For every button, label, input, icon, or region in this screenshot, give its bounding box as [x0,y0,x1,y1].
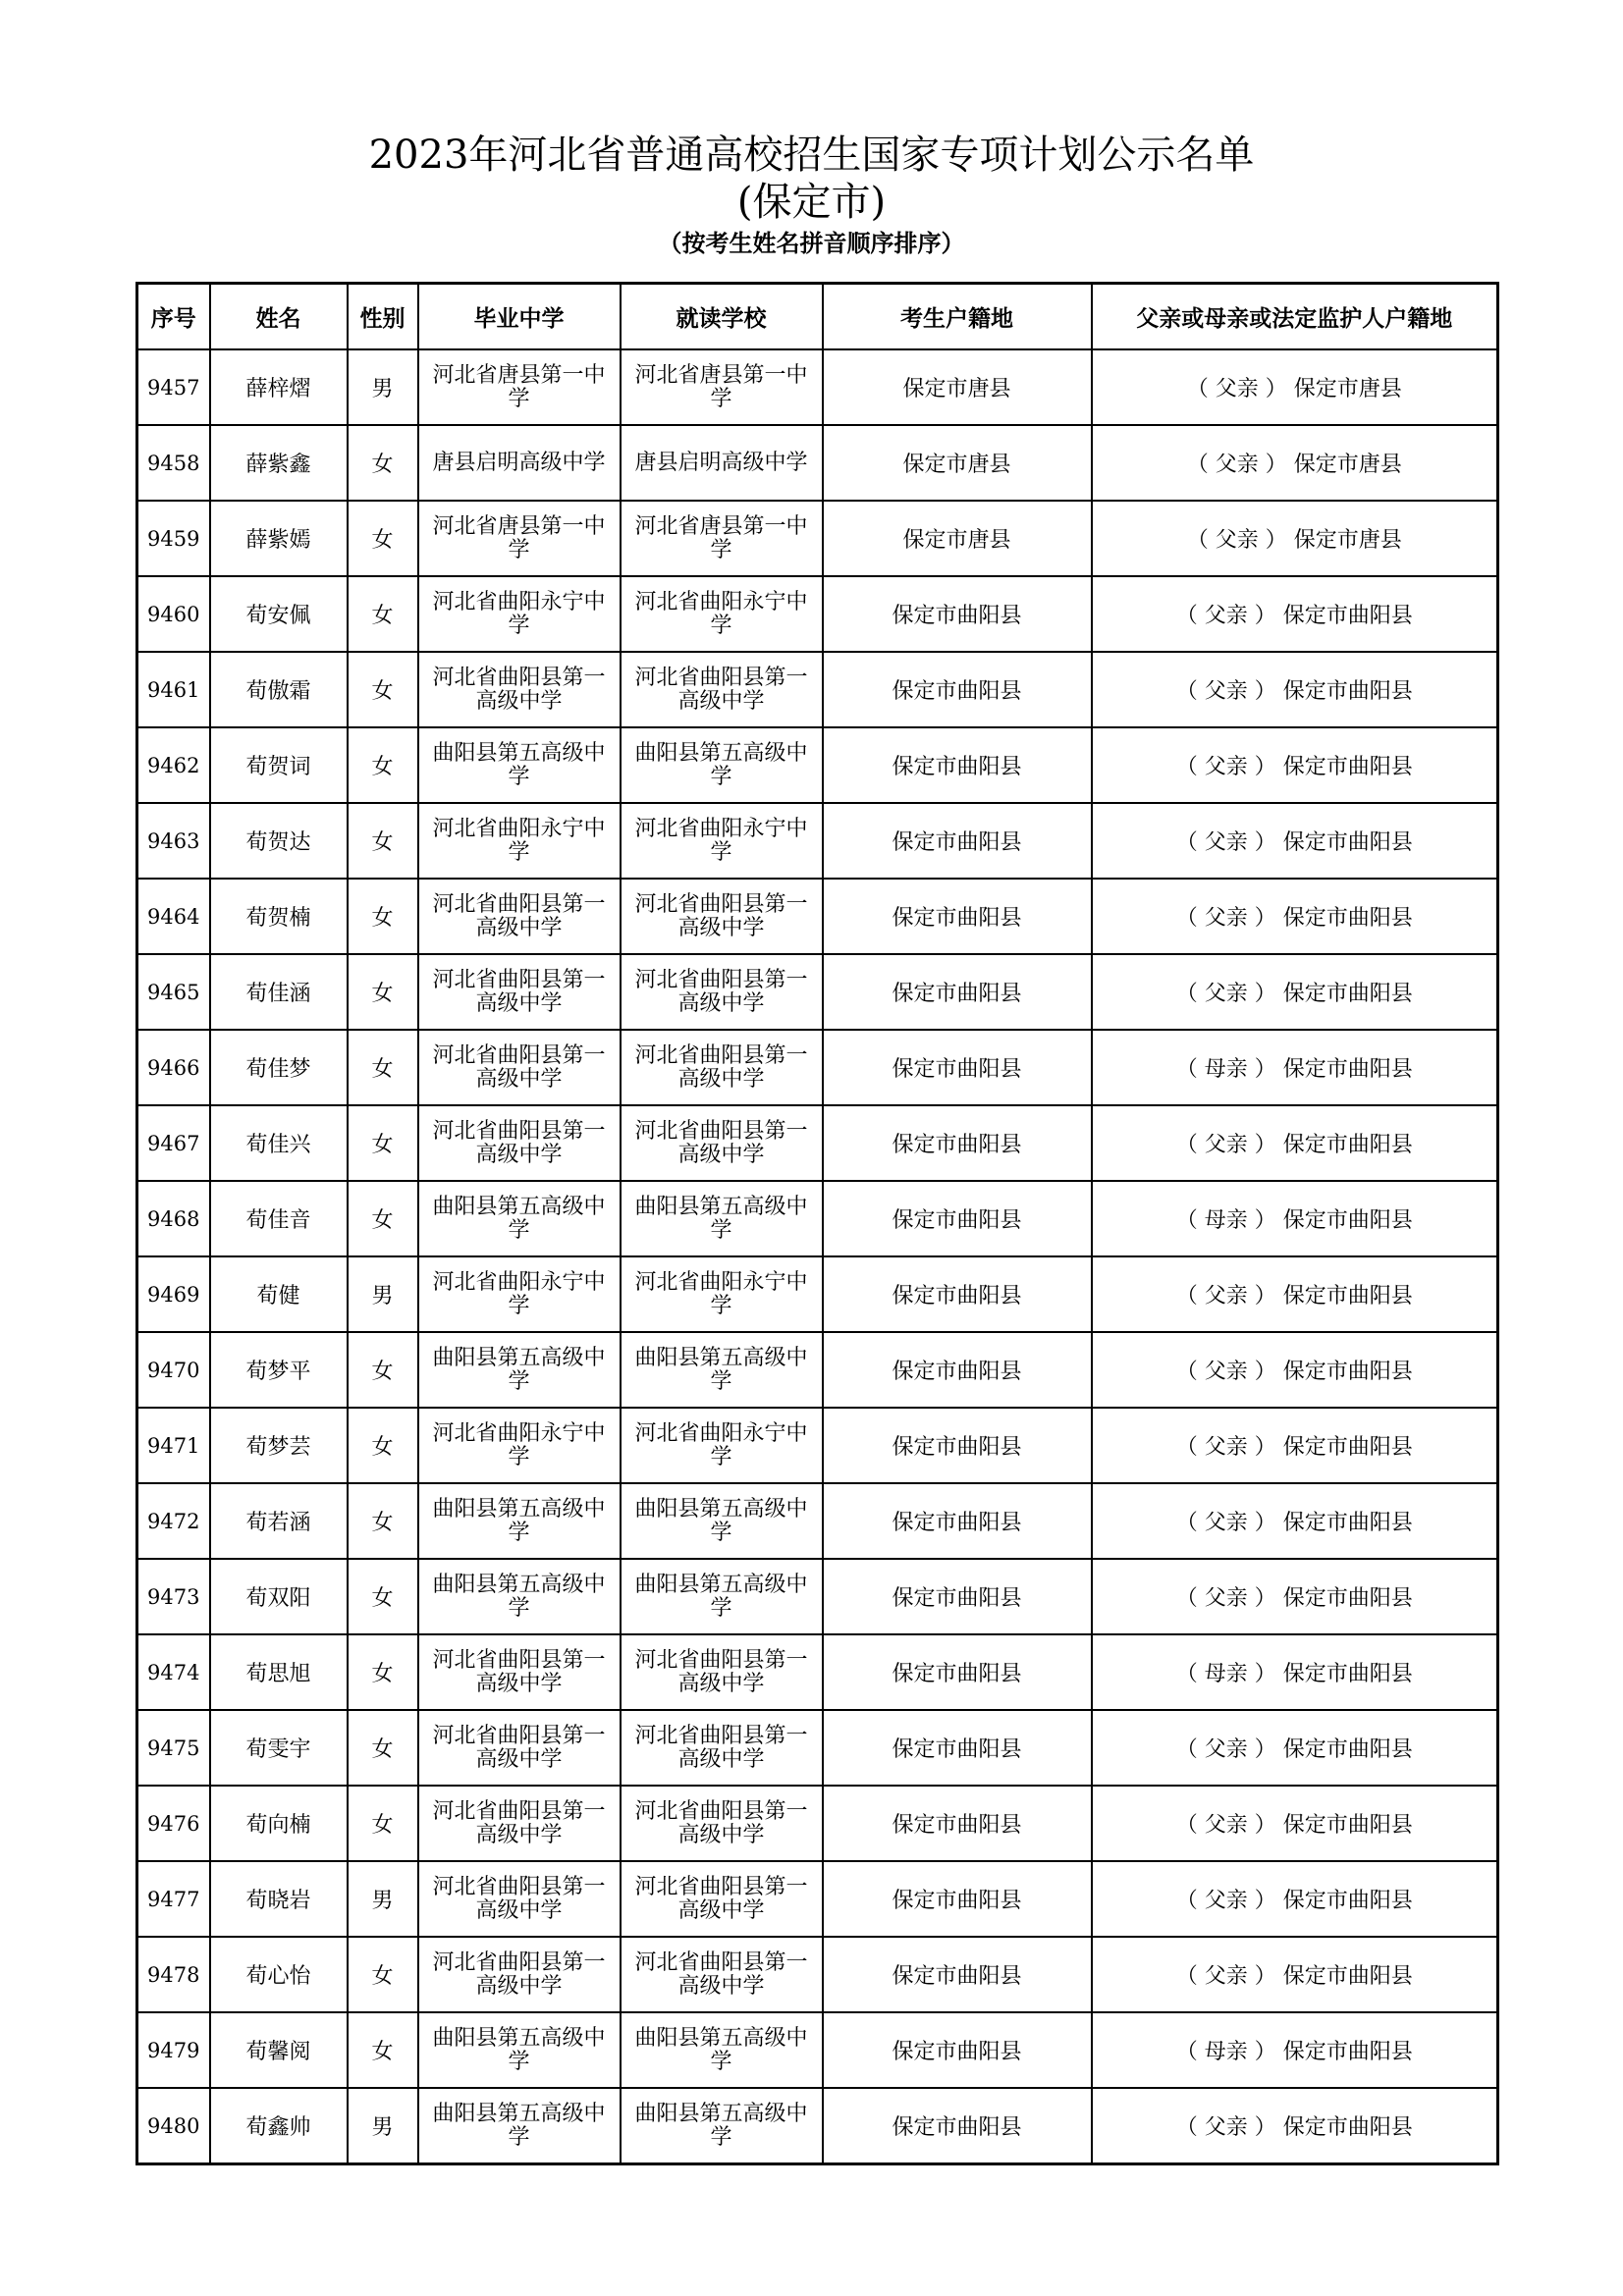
cell-gender: 女 [348,2012,418,2088]
cell-parent-residence: （ 父亲 ） 保定市唐县 [1092,501,1498,576]
cell-grad-school: 河北省曲阳县第一高级中学 [418,652,621,727]
cell-name: 薛紫鑫 [210,425,348,501]
cell-grad-school: 唐县启明高级中学 [418,425,621,501]
cell-current-school: 河北省曲阳县第一高级中学 [621,1030,823,1105]
cell-current-school: 河北省曲阳县第一高级中学 [621,954,823,1030]
table-row [137,1710,1498,1786]
cell-no: 9471 [137,1408,210,1483]
table-row [137,1559,1498,1634]
cell-residence: 保定市曲阳县 [823,1256,1092,1332]
table-row [137,2088,1498,2164]
table-row [137,1030,1498,1105]
cell-residence: 保定市曲阳县 [823,727,1092,803]
cell-name: 荀佳涵 [210,954,348,1030]
cell-no: 9461 [137,652,210,727]
cell-grad-school: 河北省曲阳县第一高级中学 [418,954,621,1030]
cell-no: 9477 [137,1861,210,1937]
cell-parent-residence: （ 父亲 ） 保定市曲阳县 [1092,2088,1498,2164]
table-row [137,1181,1498,1256]
cell-parent-residence: （ 父亲 ） 保定市曲阳县 [1092,1408,1498,1483]
table-row [137,1408,1498,1483]
cell-grad-school: 河北省曲阳县第一高级中学 [418,1786,621,1861]
cell-name: 荀贺楠 [210,879,348,954]
cell-name: 荀健 [210,1256,348,1332]
cell-residence: 保定市曲阳县 [823,803,1092,879]
cell-residence: 保定市曲阳县 [823,1181,1092,1256]
cell-current-school: 曲阳县第五高级中学 [621,2088,823,2164]
cell-grad-school: 曲阳县第五高级中学 [418,1332,621,1408]
header-no: 序号 [137,284,210,350]
cell-gender: 女 [348,1786,418,1861]
cell-residence: 保定市曲阳县 [823,1408,1092,1483]
cell-no: 9475 [137,1710,210,1786]
cell-name: 荀雯宇 [210,1710,348,1786]
cell-current-school: 河北省曲阳县第一高级中学 [621,1937,823,2012]
cell-residence: 保定市曲阳县 [823,1710,1092,1786]
cell-gender: 女 [348,727,418,803]
cell-no: 9459 [137,501,210,576]
cell-no: 9474 [137,1634,210,1710]
cell-parent-residence: （ 父亲 ） 保定市曲阳县 [1092,727,1498,803]
cell-gender: 女 [348,576,418,652]
cell-residence: 保定市唐县 [823,425,1092,501]
table-row [137,727,1498,803]
table-row [137,1256,1498,1332]
cell-parent-residence: （ 父亲 ） 保定市唐县 [1092,425,1498,501]
table-row [137,652,1498,727]
header-parent-residence: 父亲或母亲或法定监护人户籍地 [1092,284,1498,350]
table-row [137,349,1498,425]
table-row [137,1634,1498,1710]
cell-no: 9470 [137,1332,210,1408]
cell-grad-school: 曲阳县第五高级中学 [418,1483,621,1559]
cell-residence: 保定市曲阳县 [823,1861,1092,1937]
table-row [137,2012,1498,2088]
cell-residence: 保定市曲阳县 [823,1634,1092,1710]
table-row [137,803,1498,879]
cell-grad-school: 河北省曲阳县第一高级中学 [418,1030,621,1105]
cell-gender: 女 [348,954,418,1030]
cell-current-school: 河北省唐县第一中学 [621,349,823,425]
cell-gender: 女 [348,1408,418,1483]
cell-current-school: 河北省曲阳县第一高级中学 [621,879,823,954]
cell-grad-school: 河北省曲阳县第一高级中学 [418,1710,621,1786]
sort-note: （按考生姓名拼音顺序排序） [658,230,965,257]
cell-residence: 保定市曲阳县 [823,1559,1092,1634]
cell-gender: 男 [348,1256,418,1332]
cell-name: 薛梓熠 [210,349,348,425]
table-row [137,425,1498,501]
cell-current-school: 曲阳县第五高级中学 [621,1181,823,1256]
cell-no: 9480 [137,2088,210,2164]
cell-current-school: 河北省曲阳县第一高级中学 [621,1786,823,1861]
cell-parent-residence: （ 母亲 ） 保定市曲阳县 [1092,2012,1498,2088]
cell-grad-school: 河北省曲阳县第一高级中学 [418,1861,621,1937]
cell-no: 9478 [137,1937,210,2012]
cell-parent-residence: （ 父亲 ） 保定市曲阳县 [1092,1256,1498,1332]
cell-gender: 男 [348,349,418,425]
cell-residence: 保定市曲阳县 [823,2012,1092,2088]
cell-grad-school: 曲阳县第五高级中学 [418,1559,621,1634]
cell-name: 荀思旭 [210,1634,348,1710]
table-row [137,1483,1498,1559]
table-row [137,879,1498,954]
cell-grad-school: 河北省曲阳永宁中学 [418,576,621,652]
cell-current-school: 河北省唐县第一中学 [621,501,823,576]
cell-gender: 女 [348,1105,418,1181]
cell-parent-residence: （ 母亲 ） 保定市曲阳县 [1092,1181,1498,1256]
cell-residence: 保定市曲阳县 [823,576,1092,652]
cell-gender: 女 [348,1483,418,1559]
cell-name: 薛紫嫣 [210,501,348,576]
cell-grad-school: 河北省曲阳永宁中学 [418,803,621,879]
cell-grad-school: 河北省曲阳县第一高级中学 [418,1105,621,1181]
cell-name: 荀梦芸 [210,1408,348,1483]
cell-no: 9464 [137,879,210,954]
cell-name: 荀双阳 [210,1559,348,1634]
cell-grad-school: 河北省唐县第一中学 [418,501,621,576]
cell-residence: 保定市唐县 [823,349,1092,425]
cell-gender: 女 [348,1030,418,1105]
table-body [137,349,1498,2164]
cell-gender: 女 [348,1634,418,1710]
cell-name: 荀梦平 [210,1332,348,1408]
cell-parent-residence: （ 父亲 ） 保定市曲阳县 [1092,954,1498,1030]
cell-no: 9460 [137,576,210,652]
cell-gender: 女 [348,1559,418,1634]
cell-parent-residence: （ 父亲 ） 保定市曲阳县 [1092,1559,1498,1634]
table-row [137,1937,1498,2012]
cell-current-school: 唐县启明高级中学 [621,425,823,501]
cell-no: 9468 [137,1181,210,1256]
table-row [137,1786,1498,1861]
cell-residence: 保定市曲阳县 [823,652,1092,727]
cell-grad-school: 曲阳县第五高级中学 [418,1181,621,1256]
cell-no: 9469 [137,1256,210,1332]
cell-parent-residence: （ 父亲 ） 保定市曲阳县 [1092,1483,1498,1559]
cell-current-school: 河北省曲阳县第一高级中学 [621,1710,823,1786]
cell-current-school: 河北省曲阳永宁中学 [621,576,823,652]
roster-table [135,282,1499,2165]
table-row [137,576,1498,652]
cell-name: 荀鑫帅 [210,2088,348,2164]
cell-current-school: 曲阳县第五高级中学 [621,1483,823,1559]
cell-gender: 女 [348,1181,418,1256]
cell-no: 9465 [137,954,210,1030]
cell-residence: 保定市曲阳县 [823,954,1092,1030]
cell-residence: 保定市曲阳县 [823,1786,1092,1861]
cell-parent-residence: （ 父亲 ） 保定市曲阳县 [1092,1332,1498,1408]
header-current-school: 就读学校 [621,284,823,350]
cell-no: 9479 [137,2012,210,2088]
document-title: 2023年河北省普通高校招生国家专项计划公示名单 [368,133,1255,178]
cell-current-school: 曲阳县第五高级中学 [621,2012,823,2088]
cell-current-school: 河北省曲阳县第一高级中学 [621,1634,823,1710]
cell-parent-residence: （ 母亲 ） 保定市曲阳县 [1092,1030,1498,1105]
cell-residence: 保定市曲阳县 [823,1105,1092,1181]
cell-residence: 保定市曲阳县 [823,1483,1092,1559]
cell-grad-school: 曲阳县第五高级中学 [418,2012,621,2088]
cell-grad-school: 曲阳县第五高级中学 [418,2088,621,2164]
cell-gender: 女 [348,501,418,576]
table-row [137,954,1498,1030]
cell-parent-residence: （ 父亲 ） 保定市曲阳县 [1092,1861,1498,1937]
cell-parent-residence: （ 父亲 ） 保定市曲阳县 [1092,1786,1498,1861]
cell-parent-residence: （ 父亲 ） 保定市曲阳县 [1092,879,1498,954]
cell-name: 荀安佩 [210,576,348,652]
cell-grad-school: 河北省曲阳县第一高级中学 [418,1634,621,1710]
cell-name: 荀晓岩 [210,1861,348,1937]
cell-gender: 女 [348,425,418,501]
table-row [137,501,1498,576]
cell-residence: 保定市曲阳县 [823,1030,1092,1105]
table-row [137,1105,1498,1181]
cell-no: 9463 [137,803,210,879]
cell-no: 9476 [137,1786,210,1861]
cell-gender: 女 [348,1332,418,1408]
cell-current-school: 河北省曲阳永宁中学 [621,803,823,879]
cell-residence: 保定市曲阳县 [823,1937,1092,2012]
cell-residence: 保定市曲阳县 [823,2088,1092,2164]
cell-no: 9466 [137,1030,210,1105]
cell-grad-school: 河北省曲阳县第一高级中学 [418,879,621,954]
cell-parent-residence: （ 父亲 ） 保定市曲阳县 [1092,1937,1498,2012]
cell-parent-residence: （ 父亲 ） 保定市曲阳县 [1092,652,1498,727]
table-row [137,1332,1498,1408]
cell-name: 荀馨阅 [210,2012,348,2088]
cell-name: 荀心怡 [210,1937,348,2012]
cell-current-school: 曲阳县第五高级中学 [621,1332,823,1408]
cell-parent-residence: （ 父亲 ） 保定市曲阳县 [1092,1710,1498,1786]
cell-gender: 女 [348,879,418,954]
cell-gender: 女 [348,652,418,727]
cell-residence: 保定市曲阳县 [823,1332,1092,1408]
cell-grad-school: 河北省曲阳县第一高级中学 [418,1937,621,2012]
table-row [137,1861,1498,1937]
header-gender: 性别 [348,284,418,350]
cell-name: 荀贺达 [210,803,348,879]
cell-parent-residence: （ 父亲 ） 保定市曲阳县 [1092,1105,1498,1181]
header-residence: 考生户籍地 [823,284,1092,350]
cell-gender: 女 [348,1710,418,1786]
cell-name: 荀贺词 [210,727,348,803]
cell-parent-residence: （ 父亲 ） 保定市唐县 [1092,349,1498,425]
cell-current-school: 河北省曲阳县第一高级中学 [621,1861,823,1937]
cell-no: 9467 [137,1105,210,1181]
cell-name: 荀若涵 [210,1483,348,1559]
cell-name: 荀佳梦 [210,1030,348,1105]
cell-gender: 男 [348,1861,418,1937]
cell-name: 荀傲霜 [210,652,348,727]
cell-grad-school: 河北省曲阳永宁中学 [418,1256,621,1332]
cell-no: 9457 [137,349,210,425]
cell-gender: 女 [348,803,418,879]
cell-no: 9473 [137,1559,210,1634]
cell-residence: 保定市曲阳县 [823,879,1092,954]
cell-grad-school: 曲阳县第五高级中学 [418,727,621,803]
table-header-row [137,284,1498,350]
header-name: 姓名 [210,284,348,350]
cell-name: 荀向楠 [210,1786,348,1861]
cell-current-school: 河北省曲阳县第一高级中学 [621,652,823,727]
cell-current-school: 河北省曲阳永宁中学 [621,1256,823,1332]
cell-no: 9458 [137,425,210,501]
cell-gender: 男 [348,2088,418,2164]
cell-name: 荀佳兴 [210,1105,348,1181]
document-subtitle: (保定市) [736,180,887,225]
cell-parent-residence: （ 父亲 ） 保定市曲阳县 [1092,576,1498,652]
cell-no: 9472 [137,1483,210,1559]
cell-current-school: 曲阳县第五高级中学 [621,1559,823,1634]
cell-current-school: 河北省曲阳永宁中学 [621,1408,823,1483]
header-grad-school: 毕业中学 [418,284,621,350]
cell-residence: 保定市唐县 [823,501,1092,576]
cell-parent-residence: （ 父亲 ） 保定市曲阳县 [1092,803,1498,879]
cell-current-school: 曲阳县第五高级中学 [621,727,823,803]
cell-grad-school: 河北省曲阳永宁中学 [418,1408,621,1483]
cell-gender: 女 [348,1937,418,2012]
cell-no: 9462 [137,727,210,803]
cell-grad-school: 河北省唐县第一中学 [418,349,621,425]
cell-current-school: 河北省曲阳县第一高级中学 [621,1105,823,1181]
cell-name: 荀佳音 [210,1181,348,1256]
cell-parent-residence: （ 母亲 ） 保定市曲阳县 [1092,1634,1498,1710]
